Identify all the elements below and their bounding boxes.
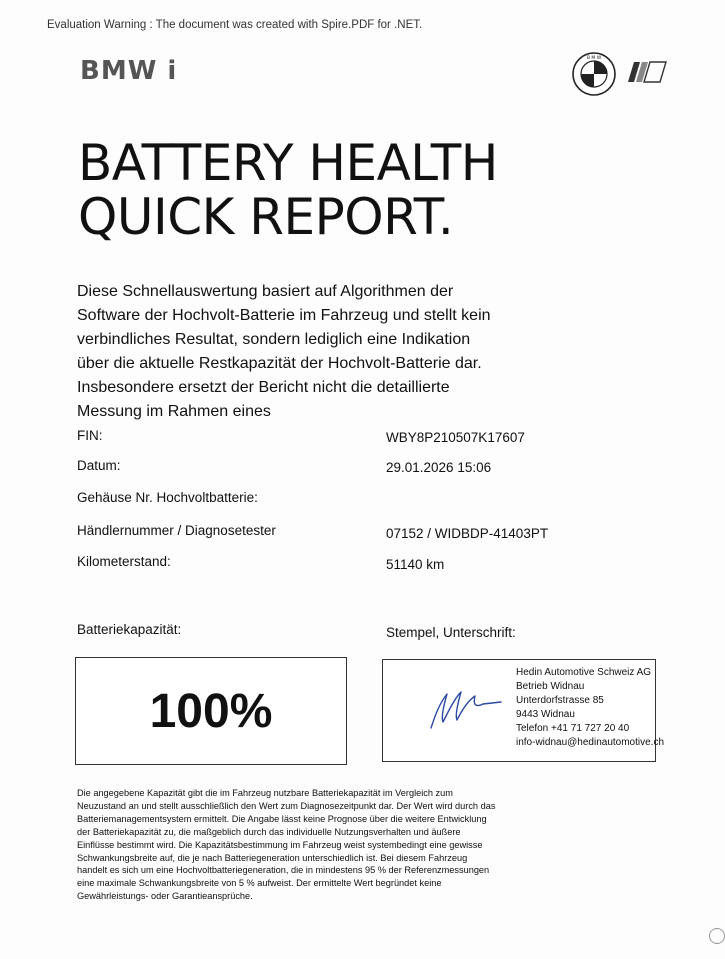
bmw-i-brand: BMW i (80, 56, 178, 86)
stamp-label: Stempel, Unterschrift: (386, 625, 516, 640)
capacity-value: 100% (149, 685, 273, 738)
signature-drawing (425, 682, 505, 732)
stamp-line-phone: Telefon +41 71 727 20 40 (516, 723, 630, 734)
logo-ring-text: B M W (586, 56, 602, 62)
datum-value: 29.01.2026 15:06 (386, 460, 492, 475)
kilometerstand-label: Kilometerstand: (77, 554, 171, 569)
bmw-roundel-logo (572, 52, 616, 96)
kilometerstand-value: 51140 km (386, 557, 445, 572)
haendler-value: 07152 / WIDBDP-41403PT (386, 526, 549, 541)
title-line-2: QUICK REPORT. (78, 188, 454, 246)
fin-value: WBY8P210507K17607 (386, 430, 525, 445)
stamp-line-email: info-widnau@hedinautomotive.ch (516, 737, 665, 748)
stamp-line-branch: Betrieb Widnau (516, 681, 585, 692)
haendler-label: Händlernummer / Diagnosetester (77, 523, 276, 538)
stamp-line-company: Hedin Automotive Schweiz AG (516, 667, 652, 678)
dealer-stamp (516, 666, 664, 750)
capacity-box (75, 657, 347, 765)
bmw-i-m-logo (628, 62, 666, 82)
stamp-line-street: Unterdorfstrasse 85 (516, 695, 604, 706)
gehaeuse-label: Gehäuse Nr. Hochvoltbatterie: (77, 490, 258, 505)
intro-paragraph: Diese Schnellauswertung basiert auf Algorithmen der Software der Hochvolt-Batterie im Fahrzeug und stellt kein verbindliches Resultat, sondern lediglich eine Indikation über die aktuelle Restkapazität der Hochvolt-Batterie dar. Insbesondere ersetzt der Bericht nicht die detaillierte Messung im Rahmen eines (77, 283, 491, 420)
capacity-label: Batteriekapazität: (77, 622, 182, 637)
stamp-box (382, 659, 665, 762)
evaluation-warning: Evaluation Warning : The document was created with Spire.PDF for .NET. (47, 19, 423, 31)
footnote-disclaimer: Die angegebene Kapazität gibt die im Fahrzeug nutzbare Batteriekapazität im Vergleich zum Neuzustand an und stellt ausschließlich den Wert zum Diagnosezeitpunkt dar. Der Wert wird durch das Batteriemanagementsystem ermittelt. Die Angabe lässt keine Prognose über die weitere Entwicklung der Batteriekapazität zu, die maßgeblich durch das individuelle Nutzungsverhalten und äußere Einflüsse bestimmt wird. Die Kapazitätsbestimmung im Fahrzeug weist systembedingt eine gewisse Schwankungsbreite auf, die je nach Batteriegeneration unterschiedlich ist. Bei diesem Fahrzeug handelt es sich um eine Hochvoltbatteriegeneration, die in mindestens 95 % der Referenzmessungen eine maximale Schwankungsbreite von 5 % aufweist. Der ermittelte Wert begründet keine Gewährleistungs- oder Garantieansprüche. (77, 788, 496, 902)
datum-label: Datum: (77, 458, 121, 473)
report-title (78, 136, 498, 244)
fin-label: FIN: (77, 428, 103, 443)
page-edge-circle-icon (709, 928, 725, 944)
title-line-1: BATTERY HEALTH (78, 134, 498, 192)
stamp-line-city: 9443 Widnau (516, 709, 575, 720)
